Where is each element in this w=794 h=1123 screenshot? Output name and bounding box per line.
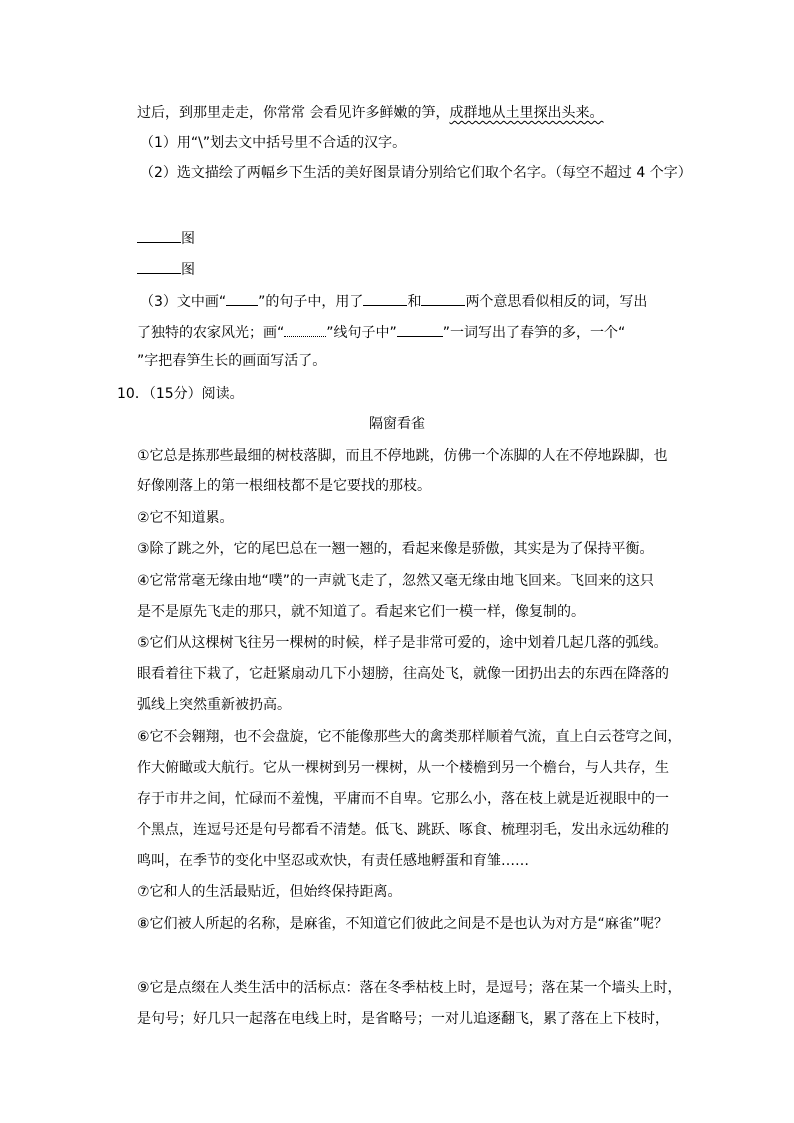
text: ”一词写出了春笋的多，一个“ [442,325,626,341]
question-9-3-line2 [137,322,625,342]
article-line: ⑦它和人的生活最贴近，但始终保持距离。 [137,884,402,900]
text: ”线句子中” [326,325,397,341]
text: 了独特的农家风光；画“ [137,325,285,341]
article-line: 作大俯瞰或大航行。它从一棵树到另一棵树，从一个楼檐到另一个檐台，与人共存，生 [137,760,669,776]
answer-line-1 [137,228,195,248]
answer-blank[interactable] [397,322,443,337]
article-title: 隔窗看雀 [369,416,425,432]
question-9-3-line1 [140,291,647,311]
answer-blank[interactable] [421,291,465,306]
question-9-2: （2）选文描绘了两幅乡下生活的美好图景请分别给它们取个名字。（每空不超过 4 个字） [140,165,692,181]
answer-blank[interactable] [137,228,181,243]
wavy-underline-sample [284,322,326,337]
article-line: ③除了跳之外，它的尾巴总在一翘一翘的，看起来像是骄傲，其实是为了保持平衡。 [137,541,654,557]
passage-tail-line [137,104,603,122]
answer-blank[interactable] [363,291,407,306]
text: 两个意思看似相反的词，写出 [465,294,648,310]
answer-blank[interactable] [137,259,181,274]
wavy-underlined-sentence: 成群地从土里探出头来。 [449,105,604,121]
article-line: 弧线上突然重新被扔高。 [137,697,291,713]
article-line: ⑤它们从这棵树飞往另一棵树的时候，样子是非常可爱的，途中划着几起几落的弧线。 [137,635,668,651]
blank-suffix: 图 [181,231,195,247]
article-line: 眼看着往下栽了，它赶紧扇动几下小翅膀，往高处飞，就像一团扔出去的东西在降落的 [137,666,669,682]
article-line: 好像刚落上的第一根细枝都不是它要找的那枝。 [137,478,431,494]
question-9-1: （1）用“\”划去文中括号里不合适的汉字。 [140,135,407,151]
passage-text: 过后，到那里走走，你常常 会看见许多鲜嫩的笋， [137,105,450,121]
article-line: ①它总是拣那些最细的树枝落脚，而且不停地跳，仿佛一个冻脚的人在不停地跺脚，也 [137,448,668,464]
answer-line-2 [137,259,195,279]
article-line: ⑨它是点缀在人类生活中的活标点：落在冬季枯枝上时，是逗号；落在某一个墙头上时， [137,980,682,996]
article-line: ②它不知道累。 [137,510,234,526]
article-line: 存于市井之间，忙碌而不羞愧，平庸而不自卑。它那么小，落在枝上就是近视眼中的一 [137,791,669,807]
question-10-header: 10．（15分）阅读。 [117,386,244,402]
article-line: ④它常常毫无缘由地“噗”的一声就飞走了，忽然又毫无缘由地飞回来。飞回来的这只 [137,573,655,589]
question-9-3-line3: ”字把春笋生长的画面写活了。 [137,353,327,369]
article-line: 鸣叫，在季节的变化中坚忍或欢快，有责任感地孵蛋和育雏…… [137,853,529,869]
text: 和 [407,294,422,310]
article-line: 个黑点，连逗号还是句号都看不清楚。低飞、跳跃、啄食、梳理羽毛，发出永远幼稚的 [137,822,669,838]
text: ”的句子中，用了 [258,294,364,310]
article-line: 是不是原先飞走的那只，就不知道了。看起来它们一模一样，像复制的。 [137,604,585,620]
article-line: ⑥它不会翱翔，也不会盘旋，它不能像那些大的禽类那样顺着气流，直上白云苍穹之间， [137,729,682,745]
text: （3）文中画“ [140,294,227,310]
article-line: 是句号；好几只一起落在电线上时，是省略号；一对儿追逐翻飞，累了落在上下枝时， [137,1011,669,1027]
article-line: ⑧它们被人所起的名称，是麻雀，不知道它们彼此之间是不是也认为对方是“麻雀”呢？ [137,916,669,932]
blank-suffix: 图 [181,262,195,278]
underline-sample [226,291,258,306]
